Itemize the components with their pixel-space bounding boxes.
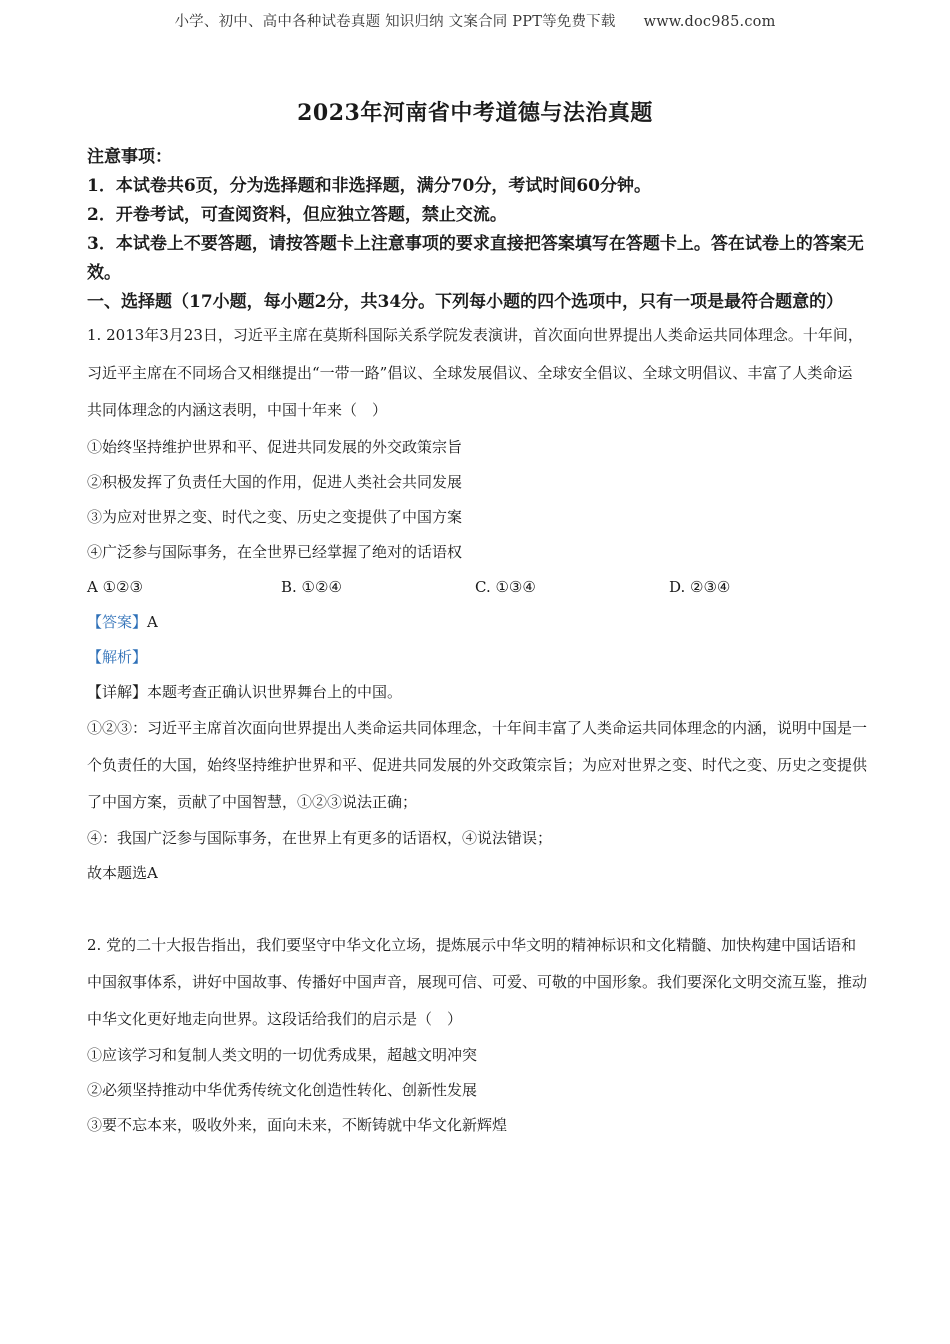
- detail-paragraph-2: ④：我国广泛参与国际事务，在世界上有更多的话语权，④说法错误；: [87, 828, 553, 847]
- question-2-statement-1: ①应该学习和复制人类文明的一切优秀成果，超越文明冲突: [87, 1045, 478, 1064]
- question-spacer: [87, 891, 867, 927]
- answer-line: [87, 605, 867, 640]
- question-1-statement-3: ③为应对世界之变、时代之变、历史之变提供了中国方案: [87, 507, 463, 526]
- question-1-statement-2: ②积极发挥了负责任大国的作用，促进人类社会共同发展: [87, 472, 463, 491]
- answer-value: A: [147, 612, 158, 631]
- option-d: D. ②③④: [669, 577, 731, 596]
- question-2-statement-2: ②必须坚持推动中华优秀传统文化创造性转化、创新性发展: [87, 1080, 478, 1099]
- detail-line: [87, 675, 867, 710]
- question-1-stem: 1. 2013年3月23日，习近平主席在莫斯科国际关系学院发表演讲，首次面向世界提出人类命运共同体理念。十年间，习近平主席在不同场合又相继提出“一带一路”倡议、全球发展倡议、全球安全倡议、全球文明倡议、丰富了人类命运共同体理念的内涵这表明，中国十年来（ ）: [87, 326, 863, 419]
- conclusion-line: 故本题选A: [87, 863, 158, 882]
- question-1-statement-4: ④广泛参与国际事务，在全世界已经掌握了绝对的话语权: [87, 542, 463, 561]
- detail-paragraph-1: ①②③：习近平主席首次面向世界提出人类命运共同体理念，十年间丰富了人类命运共同体理念的内涵，说明中国是一个负责任的大国，始终坚持维护世界和平、促进共同发展的外交政策宗旨；为应对世界之变、时代之变、历史之变提供了中国方案，贡献了中国智慧，①②③说法正确；: [87, 718, 868, 811]
- option-c: C. ①③④: [475, 577, 536, 596]
- section-heading-choice: 一、选择题（17小题，每小题2分，共34分。下列每小题的四个选项中，只有一项是最符合题意的）: [87, 292, 844, 312]
- answer-label: 【答案】: [87, 612, 148, 631]
- question-1-statement-1: ①始终坚持维护世界和平、促进共同发展的外交政策宗旨: [87, 437, 463, 456]
- notice-item-3: 3．本试卷上不要答题，请按答题卡上注意事项的要求直接把答案填写在答题卡上。答在试卷上的答案无效。: [87, 234, 864, 283]
- analysis-line: [87, 640, 867, 675]
- question-2: [87, 927, 867, 1143]
- analysis-label: 【解析】: [87, 647, 148, 666]
- question-1-options: [87, 570, 867, 605]
- page-header: [0, 10, 950, 31]
- document-body: [87, 143, 867, 1143]
- notice-item-2: 2．开卷考试，可查阅资料，但应独立答题，禁止交流。: [87, 205, 507, 225]
- question-2-stem: 2. 党的二十大报告指出，我们要坚守中华文化立场，提炼展示中华文明的精神标识和文化精髓、加快构建中国话语和中国叙事体系，讲好中国故事、传播好中国声音，展现可信、可爱、可敬的中国形象。我们要深化文明交流互鉴，推动中华文化更好地走向世界。这段话给我们的启示是（ ）: [87, 935, 868, 1028]
- header-promo-text: 小学、初中、高中各种试卷真题 知识归纳 文案合同 PPT等免费下载: [174, 14, 616, 30]
- detail-label: 【详解】: [87, 682, 148, 701]
- question-1: [87, 317, 867, 891]
- notice-block: [87, 143, 867, 288]
- notice-item-1: 1．本试卷共6页，分为选择题和非选择题，满分70分，考试时间60分钟。: [87, 176, 651, 196]
- question-2-statement-3: ③要不忘本来，吸收外来，面向未来，不断铸就中华文化新辉煌: [87, 1115, 508, 1134]
- option-b: B. ①②④: [281, 577, 342, 596]
- option-a: A ①②③: [87, 577, 143, 596]
- header-url[interactable]: www.doc985.com: [643, 14, 776, 30]
- document-title: 2023年河南省中考道德与法治真题: [297, 100, 653, 126]
- notice-heading: 注意事项：: [87, 147, 172, 167]
- detail-intro: 本题考查正确认识世界舞台上的中国。: [147, 682, 403, 701]
